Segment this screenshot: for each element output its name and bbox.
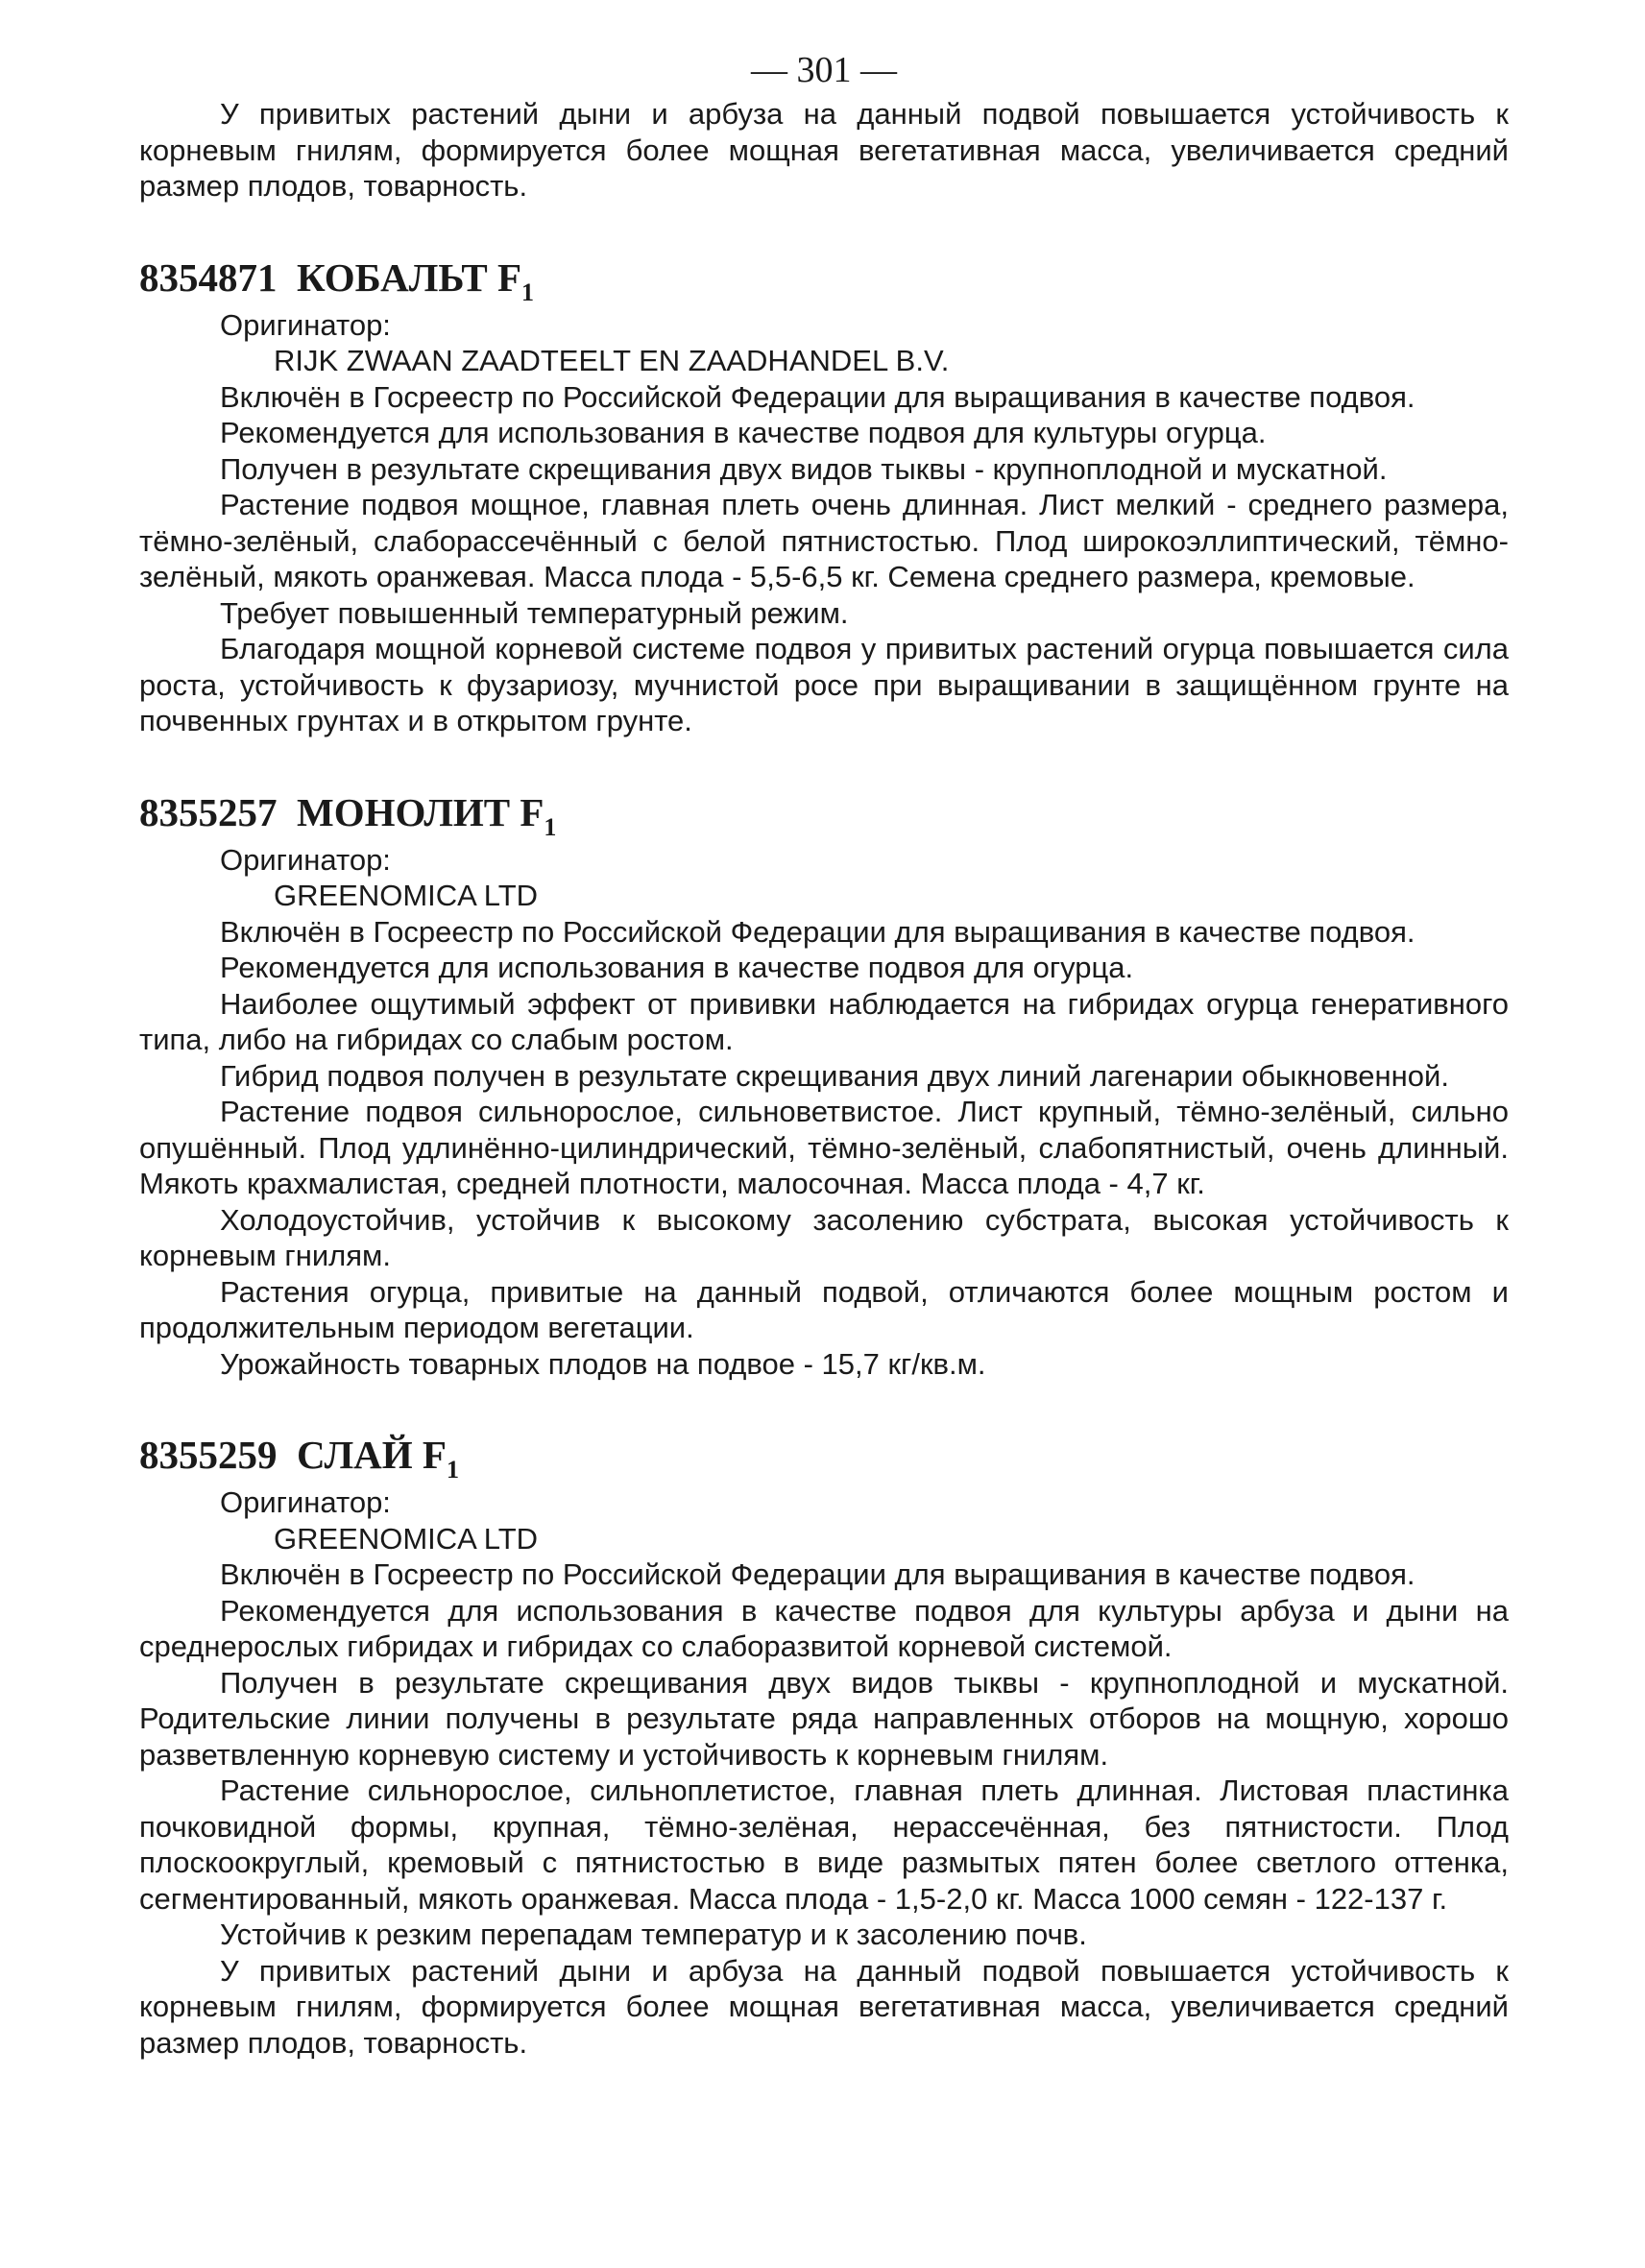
entry-paragraph: Растение сильнорослое, сильноплетистое, главная плеть длинная. Листовая пластинка почковидной формы, крупная, тёмно-зелёная, нерассечённая, без пятнистости. Плод плоскоокруглый, кремовый с пятнистостью в виде размытых пятен более светлого оттенка, сегментированный, мякоть оранжевая. Масса плода - 1,5-2,0 кг. Масса 1000 семян - 122-137 г. [139,1773,1509,1916]
entry-paragraph: Растение подвоя мощное, главная плеть очень длинная. Лист мелкий - среднего размера, тёмно-зелёный, слаборассечённый с белой пятнистостью. Плод широкоэллиптический, тёмно-зелёный, мякоть оранжевая. Масса плода - 5,5-6,5 кг. Семена среднего размера, кремовые. [139,488,1509,593]
entry-paragraph: Растение подвоя сильнорослое, сильноветвистое. Лист крупный, тёмно-зелёный, сильно опушённый. Плод удлинённо-цилиндрический, тёмно-зелёный, слабопятнистый, очень длинный. Мякоть крахмалистая, средней плотности, малосочная. Масса плода - 4,7 кг. [139,1095,1509,1200]
entry-paragraph: Получен в результате скрещивания двух видов тыквы - крупноплодной и мускатной. [220,451,1388,486]
intro-paragraph: У привитых растений дыни и арбуза на данный подвой повышается устойчивость к корневым гнилям, формируется более мощная вегетативная масса, увеличивается средний размер плодов, товарность. [139,97,1509,203]
entry-name: МОНОЛИТ F [297,789,544,834]
section-gap [139,739,1509,788]
entry-paragraph: Рекомендуется для использования в качестве подвоя для культуры арбуза и дыни на среднерослых гибридах и гибридах со слаборазвитой корневой системой. [139,1593,1509,1663]
entry-paragraph: Включён в Госреестр по Российской Федерации для выращивания в качестве подвоя. [220,379,1415,414]
entry-subscript: 1 [521,277,534,306]
variety-entry [139,788,1509,1383]
originator-name: GREENOMICA LTD [274,1521,539,1556]
entry-paragraph: Требует повышенный температурный режим. [220,595,849,630]
originator-label: Оригинатор: [220,1485,391,1519]
variety-entry [139,253,1509,739]
entry-code: 8355257 [139,789,278,834]
entry-paragraph: Растения огурца, привитые на данный подвой, отличаются более мощным ростом и продолжительным периодом вегетации. [139,1274,1509,1344]
entry-name: СЛАЙ F [297,1433,447,1477]
entry-code: 8354871 [139,254,278,300]
entry-subscript: 1 [446,1456,459,1484]
entry-paragraph: Получен в результате скрещивания двух видов тыквы - крупноплодной и мускатной. Родительские линии получены в результате ряда направленных отборов на мощную, хорошо разветвленную корневую систему и устойчивость к корневым гнилям. [139,1665,1509,1772]
originator-name: RIJK ZWAAN ZAADTEELT EN ZAADHANDEL B.V. [274,344,950,377]
entry-heading [139,1431,1509,1484]
entry-code: 8355259 [139,1433,278,1477]
section-gap [139,1382,1509,1431]
entry-paragraph: Гибрид подвоя получен в результате скрещивания двух линий лагенарии обыкновенной. [220,1058,1449,1093]
entry-paragraph: Включён в Госреестр по Российской Федерации для выращивания в качестве подвоя. [220,1557,1415,1591]
entry-paragraph: Рекомендуется для использования в качестве подвоя для огурца. [220,951,1134,984]
entry-paragraph: У привитых растений дыни и арбуза на данный подвой повышается устойчивость к корневым гнилям, формируется более мощная вегетативная масса, увеличивается средний размер плодов, товарность. [139,1953,1509,2060]
entry-paragraph: Благодаря мощной корневой системе подвоя у привитых растений огурца повышается сила роста, устойчивость к фузариозу, мучнистой росе при выращивании в защищённом грунте на почвенных грунтах и в открытом грунте. [139,632,1509,737]
originator-label: Оригинатор: [220,842,391,877]
originator-label: Оригинатор: [220,307,391,342]
entry-name: КОБАЛЬТ F [297,254,521,300]
document-page [139,46,1509,2061]
page-number: — 301 — [751,50,897,90]
entry-heading [139,253,1509,307]
entry-heading [139,788,1509,842]
variety-entry [139,1431,1509,2061]
entry-paragraph: Холодоустойчив, устойчив к высокому засолению субстрата, высокая устойчивость к корневым гнилям. [139,1202,1509,1272]
entry-paragraph: Урожайность товарных плодов на подвое - 15,7 кг/кв.м. [220,1346,986,1381]
entry-paragraph: Наиболее ощутимый эффект от прививки наблюдается на гибридах огурца генеративного типа, либо на гибридах со слабым ростом. [139,986,1509,1056]
entry-subscript: 1 [544,812,557,841]
section-gap [139,205,1509,253]
entry-paragraph: Устойчив к резким перепадам температур и к засолению почв. [220,1918,1087,1951]
entry-paragraph: Включён в Госреестр по Российской Федерации для выращивания в качестве подвоя. [220,914,1415,949]
entry-paragraph: Рекомендуется для использования в качестве подвоя для культуры огурца. [220,416,1267,449]
originator-name: GREENOMICA LTD [274,879,539,912]
